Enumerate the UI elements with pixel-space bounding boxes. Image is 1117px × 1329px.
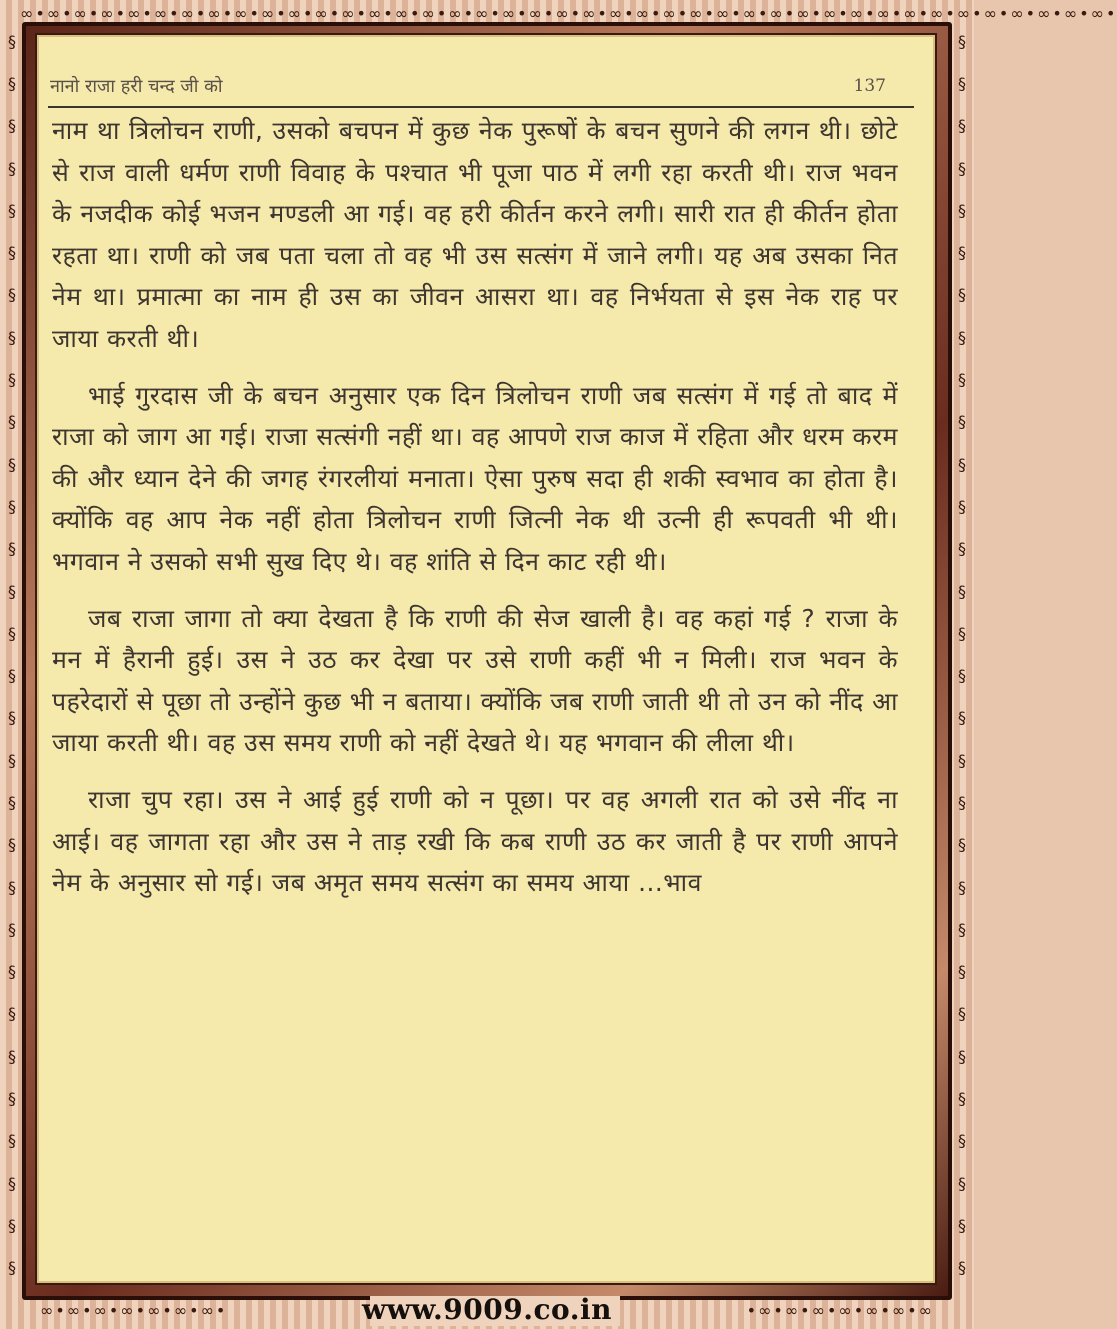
footer-website-url: www.9009.co.in [362,1293,612,1326]
ornament-glyph-left: ∞•∞•∞•∞•∞•∞•∞• [40,1300,228,1320]
top-ornament-border [20,2,1117,24]
page-body [52,110,898,919]
paragraph-2: भाई गुरदास जी के बचन अनुसार एक दिन त्रिलोचन राणी जब सत्संग में गई तो बाद में राजा को जाग आ गई। राजा सत्संगी नहीं था। वह आपणे राज काज में रहिता और धरम करम की और ध्यान देने की जगह रंगरलीयां मनाता। ऐसा पुरुष सदा ही शकी स्वभाव का होता है। क्योंकि वह आप नेक नहीं होता त्रिलोचन राणी जित्नी नेक थी उत्नी ही रूपवती भी थी। भगवान ने उसको सभी सुख दिए थे। वह शांति से दिन काट रही थी। [52,380,898,576]
paragraph-3: जब राजा जागा तो क्या देखता है कि राणी की सेज खाली है। वह कहां गई ? राजा के मन में हैरानी हुई। उस ने उठ कर देखा पर उसे राणी कहीं भी न मिली। राज भवन के पहरेदारों से पूछा तो उन्होंने कुछ भी न बताया। क्योंकि जब राणी जाती थी तो उन को नींद आ जाया करती थी। वह उस समय राणी को नहीं देखते थे। यह भगवान की लीला थी। [52,603,898,758]
bottom-ornament-border [40,1299,934,1321]
ornament-glyph: ∞•∞•∞•∞•∞•∞•∞•∞•∞•∞•∞•∞•∞•∞•∞•∞•∞•∞•∞•∞•∞•∞•∞•∞•∞•∞•∞•∞•∞•∞•∞•∞•∞•∞•∞•∞•∞•∞•∞•∞•∞• [20,3,1117,23]
paragraph-1: नाम था त्रिलोचन राणी, उसको बचपन में कुछ नेक पुरूषों के बचन सुणने की लगन थी। छोटे से राज वाली धर्मण राणी विवाह के पश्चात भी पूजा पाठ में लगी रहा करती थी। राज भवन के नजदीक कोई भजन मण्डली आ गई। वह हरी कीर्तन करने लगी। सारी रात ही कीर्तन होता रहता था। राणी को जब पता चला तो वह भी उस सत्संग में जाने लगी। यह अब उसका नित नेम था। प्रमात्मा का नाम ही उस का जीवन आसरा था। वह निर्भयता से इस नेक राह पर जाया करती थी। [52,116,898,353]
page-header [50,74,912,102]
running-title: नानो राजा हरी चन्द जी को [50,76,223,97]
right-ornament-border: § § § § § § § § § § § § § § § § § § § § § § § § § § § § § § [958,31,966,1278]
ornament-glyph-right: •∞•∞•∞•∞•∞•∞•∞ [746,1300,934,1320]
left-ornament-border: § § § § § § § § § § § § § § § § § § § § § § § § § § § § § § [8,31,16,1278]
paragraph-4: राजा चुप रहा। उस ने आई हुई राणी को न पूछा। पर वह अगली रात को उसे नींद ना आई। वह जागता रहा और उस ने ताड़ रखी कि कब राणी उठ कर जाती है पर राणी आपने नेम के अनुसार सो गई। जब अमृत समय सत्संग का समय आया ...भाव [52,784,898,898]
header-rule [48,106,914,108]
page-number: 137 [853,76,886,96]
